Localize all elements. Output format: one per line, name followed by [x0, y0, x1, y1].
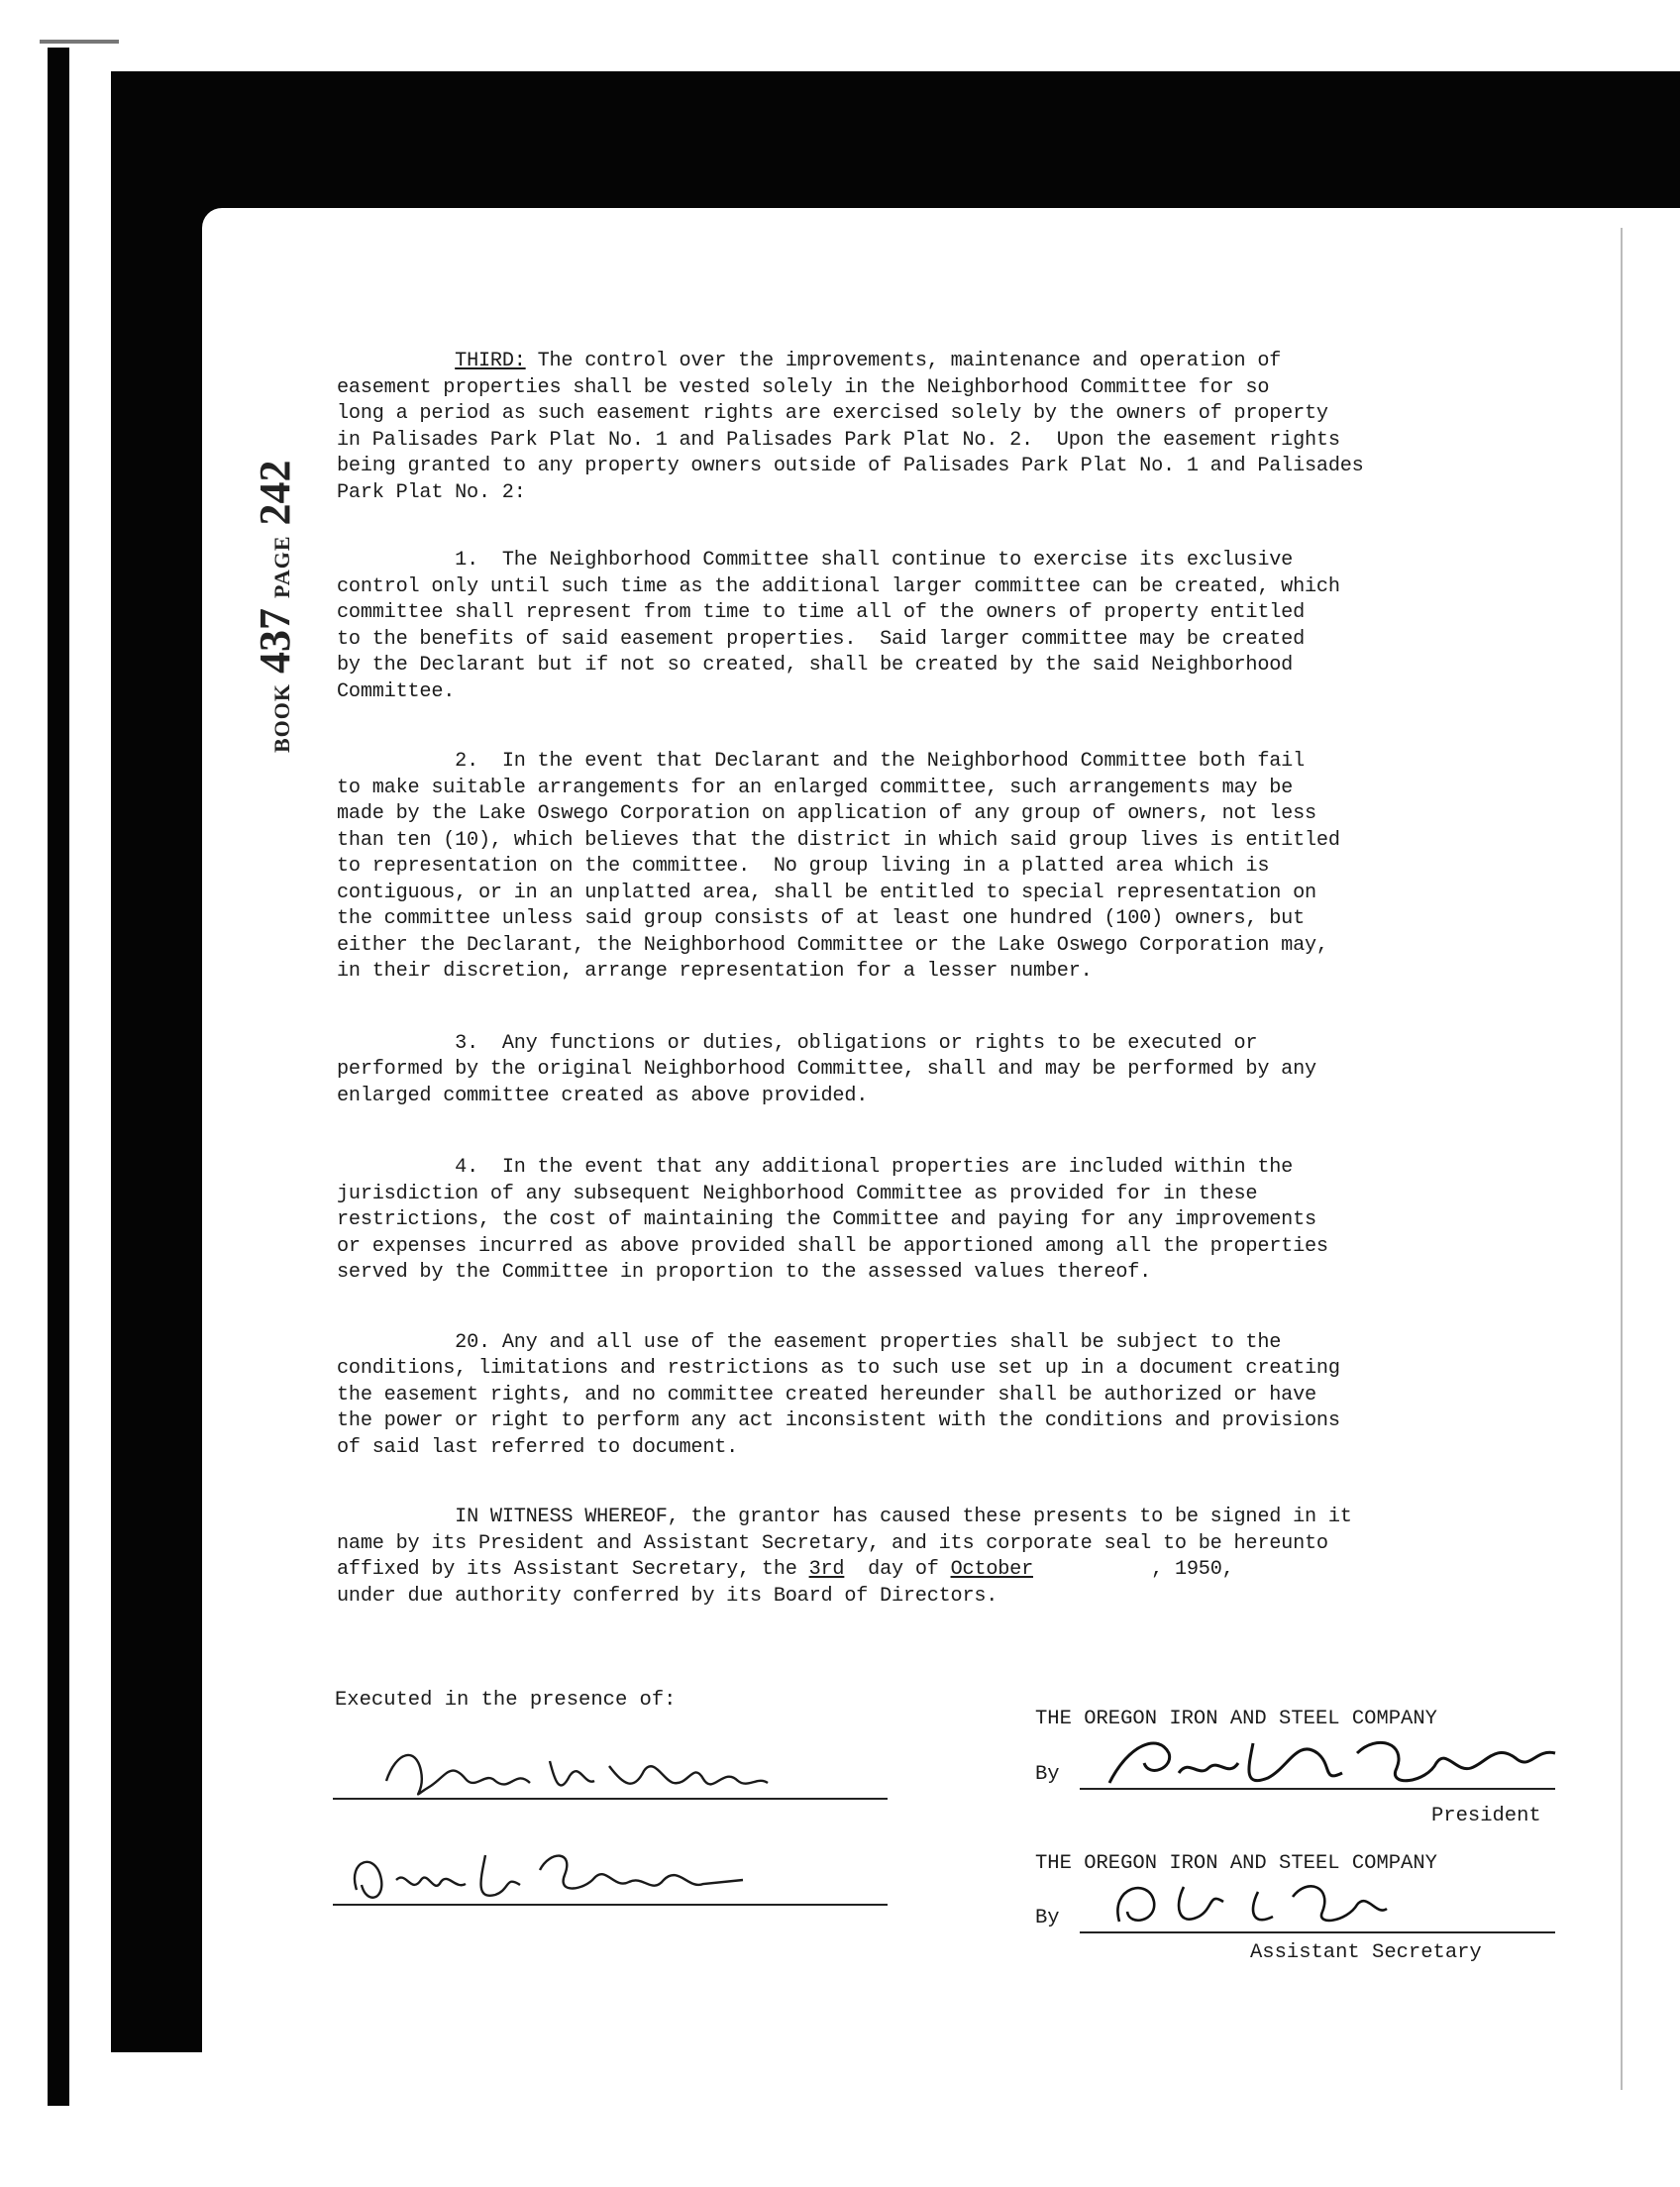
- witness-signature-2: [337, 1840, 763, 1920]
- assistant-secretary-title: Assistant Secretary: [1250, 1941, 1482, 1964]
- page-number: 242: [251, 460, 299, 526]
- paragraph-3: 3. Any functions or duties, obligations or rights to be executed or performed by the original Neighborhood Committee, shall and may be performed by any enlarged committee created as above provided.: [337, 1031, 1316, 1107]
- by-label-1: By: [1035, 1763, 1060, 1786]
- witness-clause: IN WITNESS WHEREOF, the grantor has caused these presents to be signed in it name by its President and Assistant Secretary, and its corporate seal to be hereunto affixed by its Assistant Secretary, the 3rd day of October , 1950, under due authority conferred by its Board of Directors.: [337, 1506, 1352, 1608]
- scan-artifact: [40, 40, 119, 44]
- page-edge: [1621, 228, 1623, 2090]
- secretary-signature: [1090, 1867, 1486, 1936]
- page-label: PAGE: [269, 535, 294, 598]
- book-label: BOOK: [269, 682, 294, 753]
- company-name-2: THE OREGON IRON AND STEEL COMPANY: [1035, 1852, 1437, 1875]
- book-page-stamp: [250, 436, 309, 753]
- heading-third: THIRD:: [455, 350, 526, 372]
- executed-presence-label: Executed in the presence of:: [335, 1689, 677, 1712]
- paragraph-third: THIRD: The control over the improvements, maintenance and operation of easement properties shall be vested solely in the Neighborhood Committee for so long a period as such easement rights are exercised solely by the owners of property in Palisades Park Plat No. 1 and Palisades Park Plat No. 2. Upon the easement rights being granted to any property owners outside of Palisades Park Plat No. 1 and Palisades Park Plat No. 2:: [337, 350, 1364, 504]
- president-signature: [1090, 1723, 1565, 1803]
- president-title: President: [1431, 1805, 1541, 1827]
- paragraph-4: 4. In the event that any additional properties are included within the jurisdiction of any subsequent Neighborhood Committee as provided for in these restrictions, the cost of maintaining the Committee and paying for any improvements or expenses incurred as above provided shall be apportioned among all the properties served by the Committee in proportion to the assessed values thereof.: [337, 1156, 1328, 1284]
- company-name-1: THE OREGON IRON AND STEEL COMPANY: [1035, 1708, 1437, 1730]
- witness-day: 3rd: [808, 1558, 845, 1581]
- witness-signature-1: [376, 1741, 792, 1811]
- book-number: 437: [251, 607, 299, 674]
- scan-border-left-inner: [111, 71, 202, 2052]
- paragraph-1: 1. The Neighborhood Committee shall continue to exercise its exclusive control only until such time as the additional larger committee can be created, which committee shall represent from time to time all of the owners of property entitled to the benefits of said easement properties. Said larger committee may be created by the Declarant but if not so created, shall be created by the said Neighborhood Committee.: [337, 549, 1340, 703]
- scan-border-top: [111, 71, 1680, 228]
- paragraph-2: 2. In the event that Declarant and the Neighborhood Committee both fail to make suitable arrangements for an enlarged committee, such arrangements may be made by the Lake Oswego Corporation on application of any group of owners, not less than ten (10), which believes that the district in which said group lives is entitled to representation on the committee. No group living in a platted area which is contiguous, or in an unplatted area, shall be entitled to special representation on the committee unless said group consists of at least one hundred (100) owners, but either the Declarant, the Neighborhood Committee or the Lake Oswego Corporation may, in their discretion, arrange representation for a lesser number.: [337, 750, 1340, 983]
- by-label-2: By: [1035, 1907, 1060, 1929]
- witness-month: October: [950, 1558, 1033, 1581]
- paragraph-20: 20. Any and all use of the easement properties shall be subject to the conditions, limitations and restrictions as to such use set up in a document creating the easement rights, and no committee created hereunder shall be authorized or have the power or right to perform any act inconsistent with the conditions and provisions of said last referred to document.: [337, 1330, 1340, 1459]
- scan-border-left: [48, 48, 69, 2106]
- document-body: [337, 349, 1595, 1610]
